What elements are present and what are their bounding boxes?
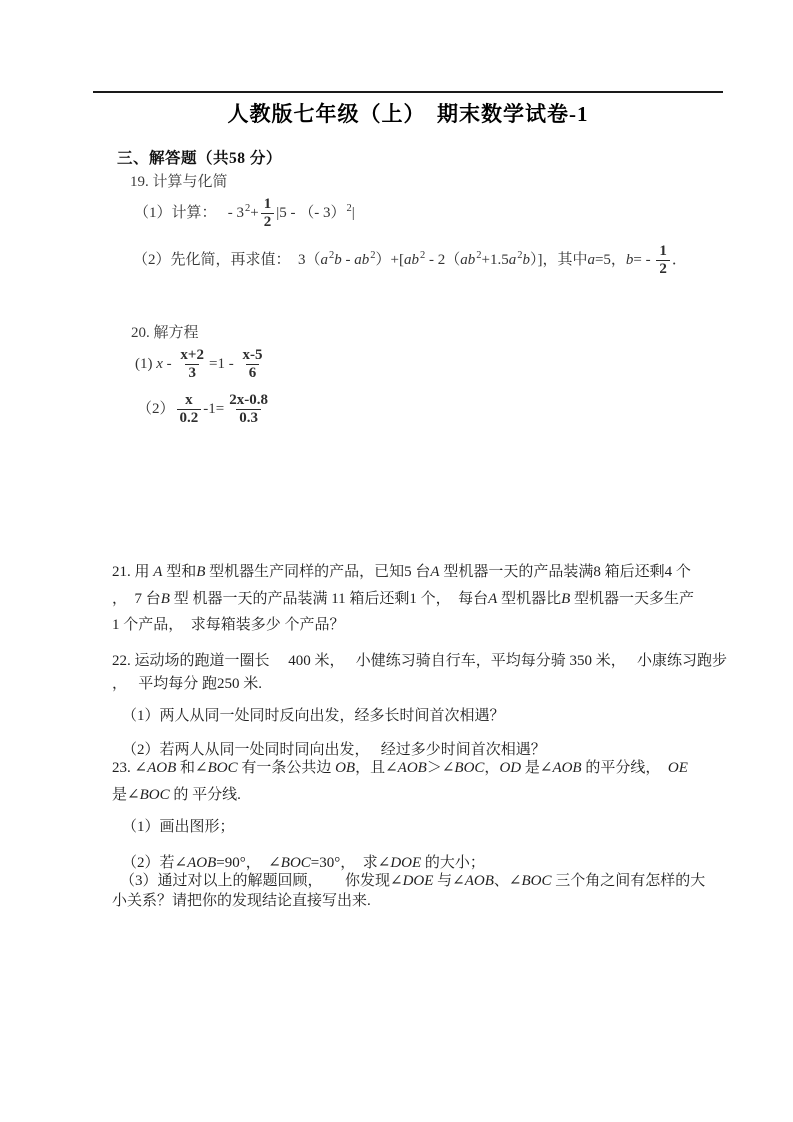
question-22-text — [112, 650, 727, 696]
question-22-part2: （2）若两人从同一处同时同向出发， 经过多少时间首次相遇？ — [122, 742, 546, 758]
fraction: $\frac{x}{0.2}$ — [177, 392, 202, 428]
question-20-part1-equation: (1) x - $\frac{x+2}{3}$ =1 - $\frac{x-5}{6}$ — [135, 347, 267, 383]
fraction: $\frac{x-5}{6}$ — [242, 347, 263, 382]
fraction: $\frac{x+2}{3}$ — [180, 347, 204, 382]
text-line: ， 平均每分 跑250 米. — [112, 676, 263, 692]
question-23-part3 — [112, 871, 705, 911]
text-line: ， 7 台B 型 机器一天的产品装满 11 箱后还剩1 个， 每台A 型机器比B 型机器一天多生产 — [112, 590, 695, 607]
text-line: 是∠BOC 的 平分线. — [112, 787, 241, 803]
question-20-part2-equation: （2） $\frac{x}{0.2}$ -1= $\frac{2x-0.8}{0.3}$ — [137, 392, 273, 428]
question-23-part1: （1）画出图形； — [122, 819, 235, 835]
text-line: 21. 用 A 型和B 型机器生产同样的产品，已知5 台A 型机器一天的产品装满8 箱后还剩4 个 — [112, 564, 691, 580]
question-22-part1: （1）两人从同一处同时反向出发，经多长时间首次相遇？ — [122, 708, 505, 724]
question-23-text — [112, 755, 688, 809]
text-line: （3）通过对以上的解题回顾， 你发现∠DOE 与∠AOB、∠BOC 三个角之间有怎样的大 — [120, 873, 706, 889]
fraction: $\frac{2x-0.8}{0.3}$ — [229, 392, 268, 427]
question-19-label: 19. 计算与化简 — [130, 174, 228, 190]
text-line: 小关系？请把你的发现结论直接写出来. — [112, 893, 371, 909]
section-heading: 三、解答题（共58 分） — [117, 150, 282, 167]
question-21-text — [112, 559, 694, 639]
question-20-label: 20. 解方程 — [131, 325, 199, 341]
fraction: $\frac{1}{2}$ — [261, 196, 275, 232]
text-line: 22. 运动场的跑道一圈长 400 米， 小健练习骑自行车，平均每分骑 350 米， 小康练习跑步 — [112, 653, 728, 669]
header-rule — [93, 91, 723, 93]
text-line: 1 个产品， 求每箱装多少 个产品？ — [112, 617, 345, 633]
question-19-part1-formula: （1）计算： - $3^2+$ $\frac{1}{2}$ |5 - （- 3）$^2$| — [134, 196, 355, 231]
fraction: $\frac{1}{2}$ — [656, 243, 670, 279]
page-title: 人教版七年级（上） 期末数学试卷-1 — [227, 102, 589, 126]
text-line: 23. ∠AOB 和∠BOC 有一条公共边 OB，且∠AOB＞∠BOC，OD 是∠AOB 的平分线， OE — [112, 760, 688, 776]
question-23-part2: （2）若∠AOB=90°， ∠BOC=30°， 求∠DOE 的大小； — [122, 855, 485, 871]
question-19-part2-formula: （2）先化简，再求值： $3(a^2b - ab^2)+[ab^2 - 2(ab^2+1.5a^2b)]$，其中a=5，b= - $\frac{1}{2}$ ． — [133, 243, 687, 278]
